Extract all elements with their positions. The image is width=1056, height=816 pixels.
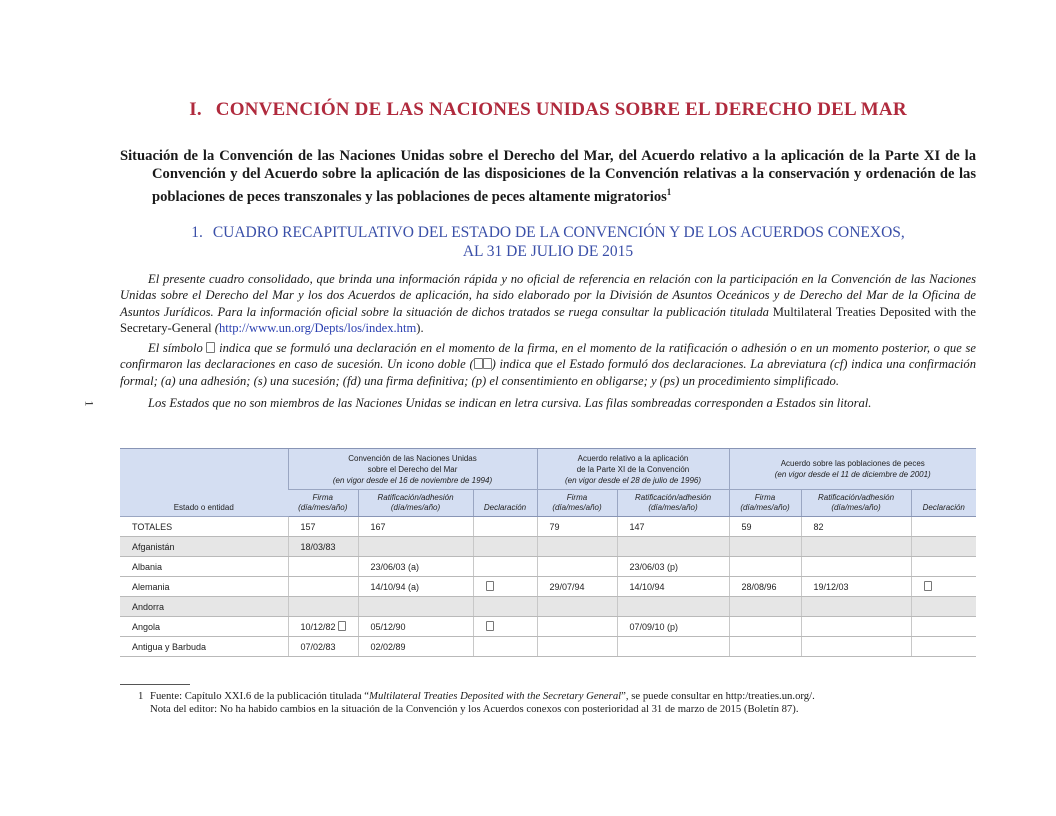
cell-text: 23/06/03 (a) [370,561,420,572]
section-heading-line1: CUADRO RECAPITULATIVO DEL ESTADO DE LA CONVENCIÓN Y DE LOS ACUERDOS CONEXOS, [212,224,905,241]
cell-text: Afganistán [132,541,175,552]
col-ratif-header [801,490,911,517]
cell-text: 07/02/83 [300,641,336,652]
table-cell [473,537,537,557]
date-format-label: (día/mes/año) [648,503,698,512]
table-cell [537,517,617,537]
col-firma-header [729,490,801,517]
table-cell [537,577,617,597]
table-cell [288,557,358,577]
cell-text: TOTALES [132,521,173,532]
group-title: de la Parte XI de la Convención [576,464,690,474]
group-title: Acuerdo relativo a la aplicación [577,453,689,463]
declaration-icon [486,621,494,631]
col-firma-header [537,490,617,517]
table-cell [617,637,729,657]
table-cell [288,537,358,557]
table-cell [911,517,976,537]
col-state-header: Estado o entidad [120,449,288,517]
footnote [138,690,980,716]
table-cell [911,537,976,557]
main-heading [120,99,976,121]
state-name-cell [120,577,288,597]
symbol-paragraph [120,340,976,389]
cell-text: Alemania [132,581,170,592]
cell-text: 07/09/10 (p) [629,621,679,632]
table-cell [729,557,801,577]
symbol-text-b: indica que se formuló una declaración en el momento de la firma, en el momento de la ratificación o adhesión o en un momento posterior, o que se confirmaron las declaraciones en caso de sucesión. Un icono doble ( [120,341,976,372]
group-title: sobre el Derecho del Mar [367,464,458,474]
table-cell [358,617,473,637]
table-cell [288,577,358,597]
cell-text: 82 [813,521,824,532]
state-name-cell [120,597,288,617]
non-member-text: Los Estados que no son miembros de las Naciones Unidas se indican en letra cursiva. Las filas sombreadas corresponden a Estados sin litoral. [148,396,872,410]
table-cell [288,517,358,537]
table-cell [801,637,911,657]
state-name-cell [120,557,288,577]
table-cell [473,597,537,617]
cell-text: Antigua y Barbuda [132,641,207,652]
col-decl-header [473,490,537,517]
un-los-link[interactable]: http://www.un.org/Depts/los/index.htm [218,320,417,335]
cell-text: 14/10/94 (a) [370,581,420,592]
section-heading [120,223,976,261]
decl-label: Declaración [483,503,527,512]
cell-text: 157 [300,521,316,532]
footnote-text: ”, se puede consultar en http:/treaties.un.org/. [621,690,815,702]
section-heading-line2: AL 31 DE JULIO DE 2015 [462,243,634,260]
table-cell [288,617,358,637]
table-cell [617,597,729,617]
firma-label: Firma [754,493,776,502]
cell-text: 29/07/94 [549,581,585,592]
firma-label: Firma [312,493,333,502]
declaration-icon [338,621,346,631]
table-cell [729,517,801,537]
table-cell [911,597,976,617]
table-cell [911,557,976,577]
page-number: 1 [82,400,97,407]
state-name-cell [120,637,288,657]
date-format-label: (día/mes/año) [740,503,790,512]
table-cell [473,577,537,597]
cell-text: Angola [132,621,161,632]
table-cell [729,537,801,557]
footnote-number: 1 [138,690,144,702]
cell-text: Albania [132,561,163,572]
cell-text: 02/02/89 [370,641,406,652]
table-cell [358,557,473,577]
col-firma-header [288,490,358,517]
table-cell [801,597,911,617]
table-cell [911,577,976,597]
table-cell [358,637,473,657]
status-table [120,448,976,657]
table-cell [729,617,801,637]
table-cell [617,517,729,537]
cell-text: 10/12/82 [300,622,336,632]
table-cell [537,557,617,577]
table-cell [617,577,729,597]
table-cell [537,637,617,657]
cell-text: 23/06/03 (p) [629,561,679,572]
col-ratif-header [617,490,729,517]
table-cell [288,597,358,617]
main-heading-number: I. [189,99,202,120]
table-cell [801,557,911,577]
state-name-cell [120,537,288,557]
table-row [120,637,976,657]
table-cell [729,637,801,657]
group-note: (en vigor desde el 16 de noviembre de 1994) [332,475,493,485]
sub-heading-text: Situación de la Convención de las Naciones Unidas sobre el Derecho del Mar, del Acuerdo relativo a la aplicación de la Parte XI de la Convención y del Acuerdo sobre la aplicación de las disposiciones de la Convención relativas a la conservación y ordenación de las poblaciones de peces transzonales y las poblaciones de peces altamente migratorios [120,148,976,205]
cell-text: 79 [549,521,560,532]
state-name-cell [120,617,288,637]
table-cell [473,637,537,657]
symbol-text-a: El símbolo [148,341,203,355]
group-title: Convención de las Naciones Unidas [348,453,477,463]
table-cell [473,617,537,637]
date-format-label: (día/mes/año) [831,503,881,512]
declaration-icon [483,358,492,369]
footnote-ref[interactable]: 1 [666,187,672,197]
state-name-cell [120,517,288,537]
table-cell [729,597,801,617]
table-row [120,557,976,577]
part-xi-group-header [537,449,729,490]
cell-text: 147 [629,521,645,532]
group-note: (en vigor desde el 11 de diciembre de 2001) [774,470,931,479]
cell-text: 05/12/90 [370,621,406,632]
section-number: 1. [191,224,203,241]
cell-text: 167 [370,521,386,532]
cell-text: 14/10/94 [629,581,665,592]
table-row [120,617,976,637]
link-paren: ( [211,320,219,335]
footnote-text: Fuente: Capítulo XXI.6 de la publicación titulada “ [150,690,370,702]
footnote-title: Multilateral Treaties Deposited with the Secretary General [369,690,622,702]
col-decl-header [911,490,976,517]
table-cell [537,597,617,617]
table-cell [473,557,537,577]
footnote-line2: Nota del editor: No ha habido cambios en la situación de la Convención y los Acuerdos conexos con posterioridad al 31 de marzo de 2015 (Boletín 87). [150,703,799,715]
ratif-label: Ratificación/adhesión [817,493,895,502]
intro-text: El presente cuadro consolidado, que brinda una información rápida y no oficial de referencia en relación con la participación en la Convención de las Naciones Unidas sobre el Derecho del Mar y los dos Acuerdos de aplicación, ha sido elaborado por la División de Asuntos Oceánicos y de Derecho del Mar de la Oficina de Asuntos Jurídicos. Para la información oficial sobre la situación de dichos tratados se ruega consultar la publicación titulada [120,272,976,319]
table-cell [911,637,976,657]
table-row [120,537,976,557]
table-cell [801,577,911,597]
cell-text: 18/03/83 [300,541,336,552]
table-cell [358,517,473,537]
table-row [120,577,976,597]
ratif-label: Ratificación/adhesión [634,493,712,502]
table-row [120,597,976,617]
table-cell [288,637,358,657]
footnote-line1 [150,690,980,703]
table-cell [358,597,473,617]
symbol-text-c: ) indica que el Estado formuló dos declaraciones. La abreviatura (cf) indica una confirmación formal; (a) una adhesión; (s) una sucesión; (fd) una firma definitiva; (p) el consentimiento en obligarse; y (ps) un procedimiento simplificado. [120,357,977,388]
group-note: (en vigor desde el 28 de julio de 1996) [564,475,702,485]
table-cell [358,577,473,597]
table-cell [729,577,801,597]
table-cell [801,617,911,637]
col-ratif-header [358,490,473,517]
fish-stocks-group-header [729,449,976,490]
declaration-icon [486,581,494,591]
cell-text: Andorra [132,601,165,612]
declaration-icon [474,358,483,369]
declaration-icon [206,342,215,353]
table-cell [617,557,729,577]
group-title: Acuerdo sobre las poblaciones de peces [780,459,925,468]
publication-title: Multilateral Treaties Deposited with the Secretary-General [120,304,976,335]
table-cell [911,617,976,637]
table-cell [617,537,729,557]
table-cell [473,517,537,537]
table-cell [801,537,911,557]
non-member-paragraph [120,395,976,411]
ratif-label: Ratificación/adhesión [377,493,454,502]
decl-label: Declaración [922,503,965,512]
main-heading-text: CONVENCIÓN DE LAS NACIONES UNIDAS SOBRE EL DERECHO DEL MAR [215,99,907,120]
firma-label: Firma [566,493,588,502]
table-cell [358,537,473,557]
declaration-icon [924,581,932,591]
table-cell [801,517,911,537]
sub-heading [120,147,976,206]
intro-paragraph [120,271,976,336]
table-row [120,517,976,537]
table-cell [617,617,729,637]
date-format-label: (día/mes/año) [298,503,348,512]
table-body [120,517,976,657]
date-format-label: (día/mes/año) [552,503,602,512]
table-cell [537,537,617,557]
convention-group-header [288,449,537,490]
date-format-label: (día/mes/año) [390,503,441,512]
intro-end: ). [416,320,424,335]
footnote-divider [120,684,190,685]
cell-text: 59 [741,521,752,532]
cell-text: 28/08/96 [741,581,777,592]
cell-text: 19/12/03 [813,581,849,592]
table-cell [537,617,617,637]
